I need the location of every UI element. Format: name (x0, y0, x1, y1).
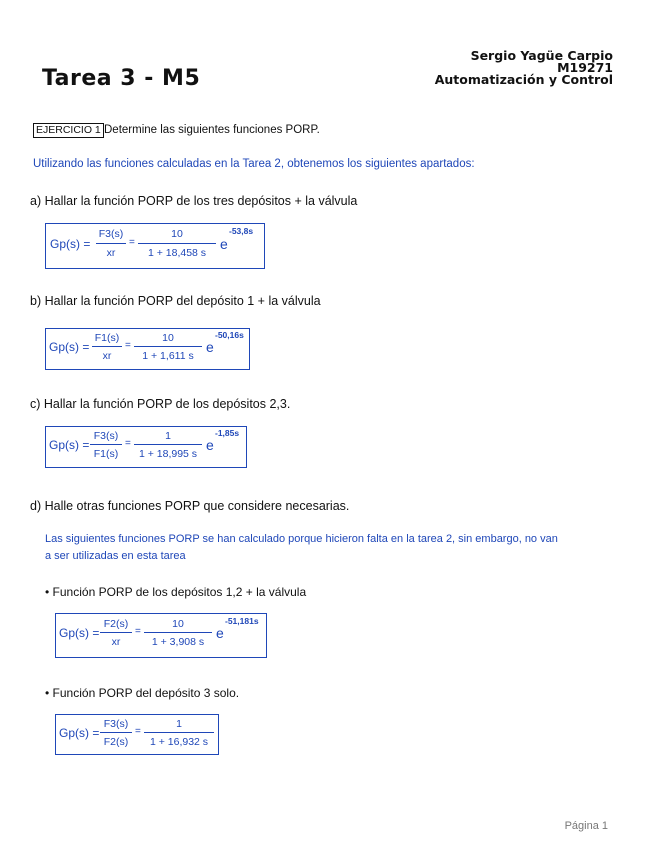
formula-lhs: Gp(s) = (49, 438, 90, 452)
formula-den1: xr (111, 636, 121, 648)
exp-base: e (206, 437, 214, 453)
student-code: M19271 (557, 60, 613, 75)
bullet-item-1 (45, 585, 306, 599)
formula-num2: 1 (165, 430, 171, 442)
formula-num1: F2(s) (103, 618, 129, 630)
section-b-formula (45, 328, 250, 370)
fraction-bar (138, 243, 216, 244)
section-b-heading: b) Hallar la función PORP del depósito 1 + la válvula (30, 294, 321, 308)
formula-den1: xr (102, 350, 112, 362)
fraction-bar (100, 632, 132, 633)
bullet-text: Función PORP de los depósitos 1,2 + la válvula (52, 585, 307, 599)
bullet-dot-icon: • (45, 585, 50, 599)
equals-sign: = (125, 438, 131, 449)
author-name: Sergio Yagüe Carpio (470, 48, 613, 63)
equals-sign: = (135, 726, 141, 737)
section-a-formula (45, 223, 265, 269)
exercise-intro: Utilizando las funciones calculadas en la Tarea 2, obtenemos los siguientes apartados: (33, 158, 475, 170)
exp-base: e (220, 236, 228, 252)
section-a-heading: a) Hallar la función PORP de los tres depósitos + la válvula (30, 194, 358, 208)
formula-num1: F3(s) (103, 718, 129, 730)
formula-den1: F1(s) (93, 448, 119, 460)
formula-num2: 10 (171, 228, 183, 240)
exp-exponent: -53,8s (229, 226, 254, 236)
fraction-bar (96, 243, 126, 244)
exp-base: e (216, 625, 224, 641)
bullet-2-formula (55, 714, 219, 755)
formula-lhs: Gp(s) = (59, 626, 100, 640)
formula-num2: 1 (176, 718, 182, 730)
exp-base: e (206, 339, 214, 355)
equals-sign: = (125, 340, 131, 351)
formula-den1: F2(s) (103, 736, 129, 748)
section-c-formula (45, 426, 247, 468)
equals-sign: = (135, 626, 141, 637)
section-d-heading: d) Halle otras funciones PORP que considere necesarias. (30, 499, 350, 513)
formula-lhs: Gp(s) = (49, 340, 90, 354)
formula-den2: 1 + 18,458 s (147, 247, 207, 259)
formula-den2: 1 + 16,932 s (149, 736, 209, 748)
fraction-bar (134, 346, 202, 347)
fraction-bar (92, 346, 122, 347)
fraction-bar (90, 444, 122, 445)
formula-num1: F3(s) (93, 430, 119, 442)
fraction-bar (100, 732, 132, 733)
formula-lhs: Gp(s) = (50, 237, 91, 251)
bullet-text: Función PORP del depósito 3 solo. (52, 686, 240, 700)
formula-num1: F1(s) (94, 332, 120, 344)
bullet-item-2 (45, 686, 239, 700)
bullet-dot-icon: • (45, 686, 50, 700)
section-d-note-line2: a ser utilizadas en esta tarea (45, 550, 186, 562)
formula-den2: 1 + 1,611 s (142, 350, 194, 362)
page-number: Página 1 (564, 820, 608, 832)
fraction-bar (144, 632, 212, 633)
exercise-statement: Determine las siguientes funciones PORP. (104, 124, 320, 136)
bullet-1-formula (55, 613, 267, 658)
formula-den2: 1 + 18,995 s (138, 448, 198, 460)
formula-den1: xr (106, 247, 116, 259)
fraction-bar (144, 732, 214, 733)
formula-den2: 1 + 3,908 s (151, 636, 205, 648)
formula-num2: 10 (172, 618, 184, 630)
exercise-label: EJERCICIO 1 (33, 123, 104, 138)
formula-lhs: Gp(s) = (59, 726, 100, 740)
course-name: Automatización y Control (434, 72, 613, 87)
formula-num1: F3(s) (98, 228, 124, 240)
formula-num2: 10 (162, 332, 174, 344)
exp-exponent: -51,181s (225, 616, 259, 626)
equals-sign: = (129, 237, 135, 248)
exp-exponent: -1,85s (215, 428, 240, 438)
fraction-bar (134, 444, 202, 445)
section-d-note-line1: Las siguientes funciones PORP se han calculado porque hicieron falta en la tarea 2, sin embargo, no van (45, 533, 558, 545)
page-title: Tarea 3 - M5 (42, 66, 201, 91)
exp-exponent: -50,16s (215, 330, 244, 340)
section-c-heading: c) Hallar la función PORP de los depósitos 2,3. (30, 397, 291, 411)
